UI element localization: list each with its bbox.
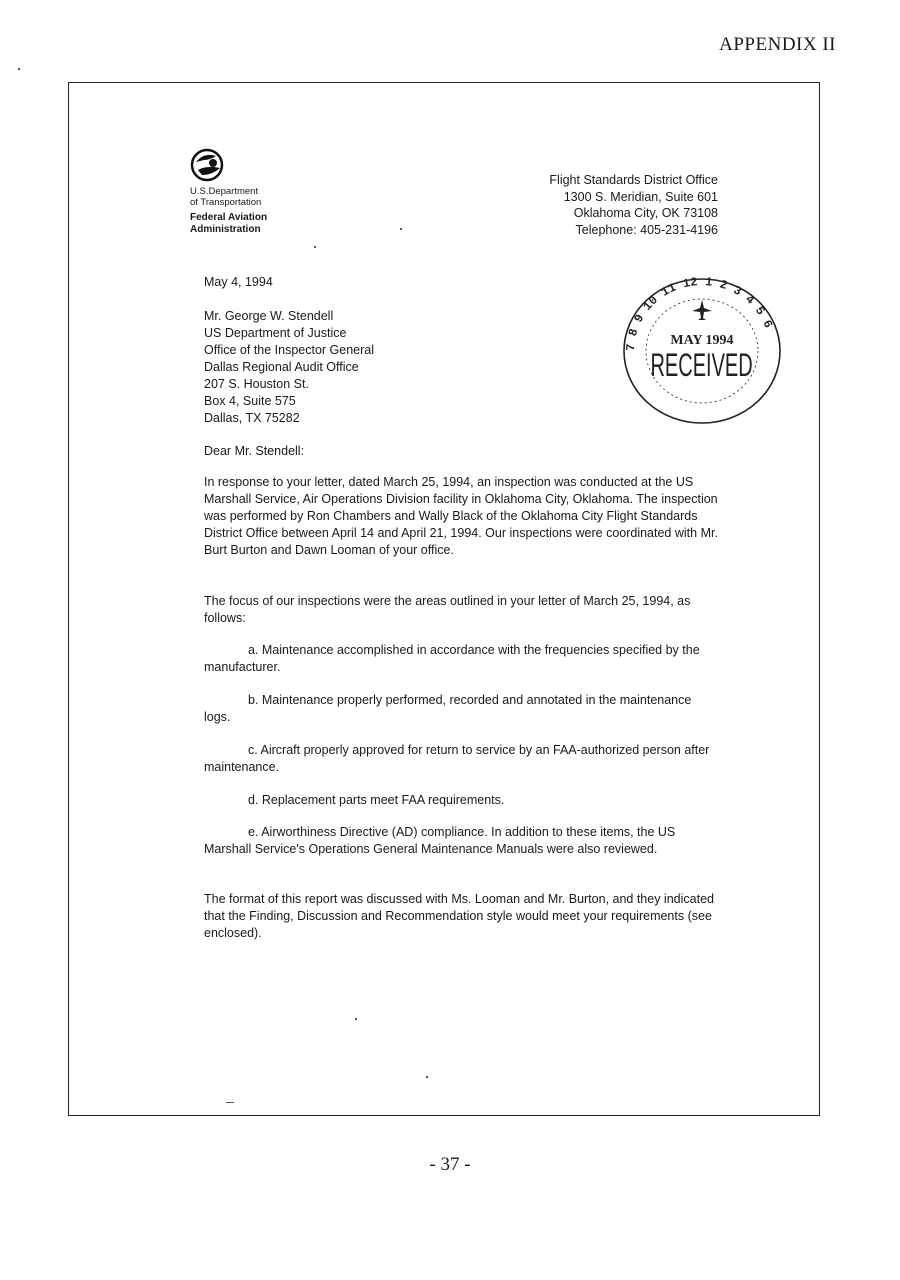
stamp-received: RECEIVED — [650, 347, 753, 384]
letter-date: May 4, 1994 — [204, 275, 273, 289]
scan-speck — [18, 68, 20, 70]
agency-line: Federal Aviation — [190, 212, 268, 223]
dot-logo-icon — [190, 148, 226, 182]
recipient-address — [204, 308, 720, 427]
office-phone: Telephone: 405-231-4196 — [575, 222, 718, 237]
address-line: US Department of Justice — [204, 326, 347, 340]
address-line: Dallas, TX 75282 — [204, 411, 300, 425]
list-item-d: d. Replacement parts meet FAA requirements. — [248, 793, 505, 807]
address-line: Office of the Inspector General — [204, 343, 375, 357]
address-line: 207 S. Houston St. — [204, 377, 309, 391]
address-line: Mr. George W. Stendell — [204, 309, 334, 323]
scan-speck — [355, 1018, 357, 1020]
paragraph-intro: In response to your letter, dated March 25, 1994, an inspection was conducted at the US Marshall Service, Air Operations Division facility in Oklahoma City, Oklahoma. The inspection was performed by Ron Chambers and Wally Black of the Oklahoma City Flight Standards District Office between April 14 and April 21, 1994. Our inspections were coordinated with Mr. Burt Burton and Dawn Looman of your office. — [204, 475, 718, 557]
agency-block — [190, 186, 267, 236]
list-item-e: e. Airworthiness Directive (AD) compliance. In addition to these items, the US Marshall Service's Operations General Maintenance Manuals were also reviewed. — [204, 825, 676, 856]
list-item-c: c. Aircraft properly approved for return to service by an FAA-authorized person after maintenance. — [204, 743, 710, 774]
office-name: Flight Standards District Office — [549, 173, 718, 187]
address-line: Dallas Regional Audit Office — [204, 360, 359, 374]
paragraph-focus: The focus of our inspections were the areas outlined in your letter of March 25, 1994, as follows: — [204, 594, 691, 625]
scan-speck — [314, 246, 316, 248]
agency-line: of Transportation — [190, 197, 262, 208]
salutation: Dear Mr. Stendell: — [204, 444, 305, 458]
office-address — [549, 172, 718, 238]
paragraph-format: The format of this report was discussed with Ms. Looman and Mr. Burton, and they indicated that the Finding, Discussion and Recommendation style would meet your requirements (see enclosed). — [204, 892, 714, 940]
office-street: 1300 S. Meridian, Suite 601 — [563, 189, 718, 204]
scan-speck — [400, 228, 402, 230]
agency-line: U.S.Department — [190, 186, 259, 197]
scan-speck — [226, 1102, 234, 1103]
agency-line: Administration — [190, 224, 261, 235]
stamp-ring-numbers: 7 8 9 10 11 12 1 2 3 4 5 6 — [623, 276, 776, 352]
appendix-label: APPENDIX II — [719, 34, 836, 55]
page-number: - 37 - — [429, 1154, 471, 1175]
address-line: Box 4, Suite 575 — [204, 394, 296, 408]
list-item-b: b. Maintenance properly performed, recorded and annotated in the maintenance logs. — [204, 693, 692, 724]
scan-speck — [426, 1076, 428, 1078]
faa-name — [190, 212, 267, 236]
stamp-date: MAY 1994 — [670, 333, 734, 348]
list-item-a: a. Maintenance accomplished in accordance with the frequencies specified by the manufacturer. — [204, 643, 700, 674]
office-city: Oklahoma City, OK 73108 — [573, 206, 718, 220]
